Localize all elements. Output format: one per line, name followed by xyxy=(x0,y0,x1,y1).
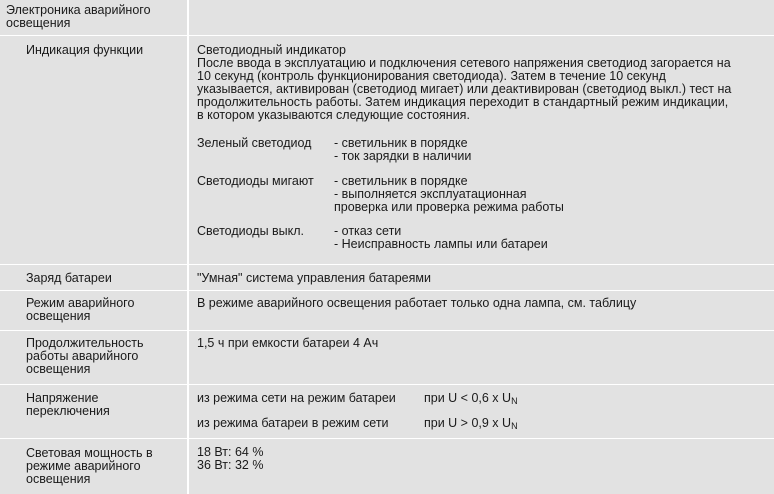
row-label-duration: Продолжительность xyxy=(26,336,144,350)
row-label-battery-charge: Заряд батареи xyxy=(26,271,112,285)
led-state-line: - светильник в порядке xyxy=(334,174,468,188)
light-output-value: 18 Вт: 64 % xyxy=(197,445,264,459)
switch-condition: при U < 0,6 x $U_N$ xyxy=(424,391,518,406)
row-label-switch-voltage: переключения xyxy=(26,404,110,418)
led-state-line: - отказ сети xyxy=(334,224,402,238)
switch-mode-text: из режима батареи в режим сети xyxy=(197,416,389,430)
light-output-value: 36 Вт: 32 % xyxy=(197,458,264,472)
row-label-emergency-mode: освещения xyxy=(26,309,91,323)
row-divider xyxy=(189,290,774,291)
row-label-duration: работы аварийного xyxy=(26,349,139,363)
row-divider xyxy=(0,384,187,385)
led-state-name: Светодиоды мигают xyxy=(197,174,314,188)
row-label-light-output: режиме аварийного xyxy=(26,459,141,473)
emergency-mode-value: В режиме аварийного освещения работает только одна лампа, см. таблицу xyxy=(197,296,637,310)
row-label-duration: освещения xyxy=(26,362,91,376)
led-state-name: Зеленый светодиод xyxy=(197,136,312,150)
row-divider xyxy=(189,438,774,439)
row-divider xyxy=(189,35,774,36)
indicator-paragraph-line: После ввода в эксплуатацию и подключения сетевого напряжения светодиод загорается на xyxy=(197,56,731,70)
row-divider xyxy=(0,438,187,439)
row-divider xyxy=(189,330,774,331)
row-label-switch-voltage: Напряжение xyxy=(26,391,99,405)
indicator-paragraph-line: в котором указываются следующие состояния. xyxy=(197,108,470,122)
row-label-light-output: освещения xyxy=(26,472,91,486)
row-label-emergency-mode: Режим аварийного xyxy=(26,296,135,310)
led-state-name: Светодиоды выкл. xyxy=(197,224,305,238)
led-state-line: - ток зарядки в наличии xyxy=(334,149,472,163)
battery-charge-value: "Умная" система управления батареями xyxy=(197,271,431,285)
row-divider xyxy=(189,384,774,385)
row-label-indication: Индикация функции xyxy=(26,43,144,57)
row-divider xyxy=(0,264,187,265)
row-label-light-output: Световая мощность в xyxy=(26,446,153,460)
row-divider xyxy=(189,264,774,265)
switch-mode-text: из режима сети на режим батареи xyxy=(197,391,396,405)
row-divider xyxy=(0,35,187,36)
led-state-line: - выполняется эксплуатационная xyxy=(334,187,527,201)
duration-value: 1,5 ч при емкости батареи 4 Ач xyxy=(197,336,379,350)
led-state-line: - светильник в порядке xyxy=(334,136,468,150)
section-title-line: освещения xyxy=(6,16,71,30)
label-column xyxy=(0,0,187,494)
indicator-paragraph-line: 10 секунд (контроль функционирования светодиода). Затем в течение 10 секунд xyxy=(197,69,666,83)
row-divider xyxy=(0,290,187,291)
section-title-line: Электроника аварийного xyxy=(6,3,151,17)
indicator-paragraph-line: продолжительность работы. Затем индикация переходит в стандартный режим индикации, xyxy=(197,95,729,109)
row-divider xyxy=(0,330,187,331)
switch-condition: при U > 0,9 x $U_N$ xyxy=(424,416,518,431)
indicator-heading: Светодиодный индикатор xyxy=(197,43,346,57)
led-state-line: - Неисправность лампы или батареи xyxy=(334,237,548,251)
led-state-line: проверка или проверка режима работы xyxy=(334,200,564,214)
indicator-paragraph-line: указывается, активирован (светодиод мигает) или деактивирован (светодиод выкл.) тест на xyxy=(197,82,732,96)
